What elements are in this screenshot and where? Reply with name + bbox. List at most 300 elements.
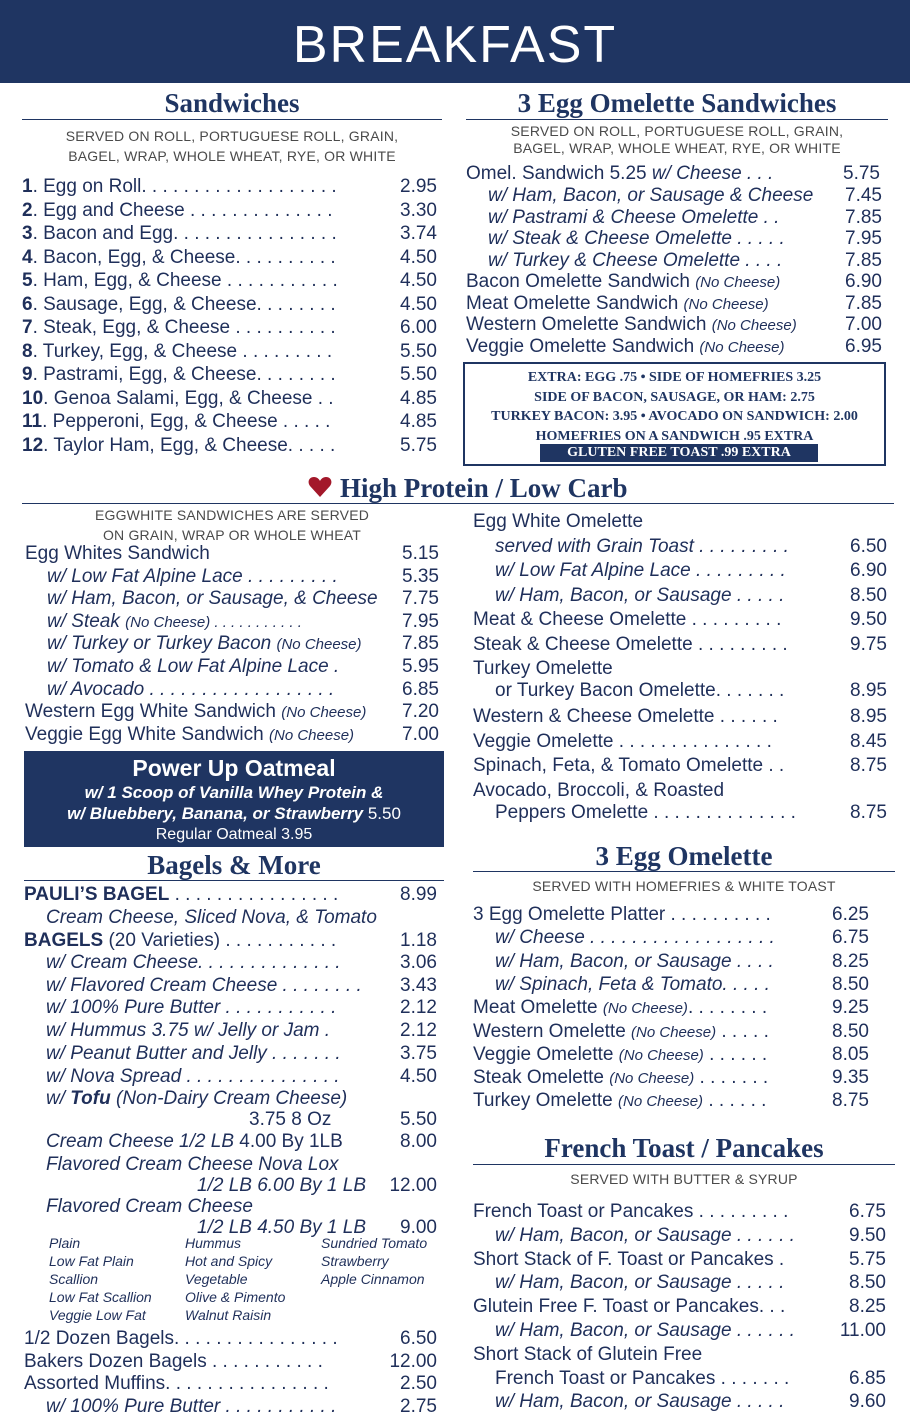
menu-item bbox=[25, 587, 439, 610]
menu-item-price: 6.85 bbox=[402, 678, 439, 700]
menu-item bbox=[24, 1395, 437, 1418]
menu-item-name bbox=[488, 206, 779, 229]
menu-item bbox=[473, 559, 887, 582]
menu-item-text: w/ 100% Pure Butter . . . . . . . . . . . bbox=[46, 997, 337, 1019]
menu-item-text: Assorted Muffins. . . . . . . . . . . . . . . . bbox=[24, 1373, 329, 1394]
menu-item-text: Meat Omelette bbox=[473, 997, 603, 1019]
menu-item-price: 7.20 bbox=[402, 701, 439, 723]
leader-dots: . . . . . . . . . . bbox=[235, 246, 336, 268]
leader-dots: . . . . . . bbox=[703, 1043, 768, 1065]
menu-item-price: 5.50 bbox=[400, 1109, 437, 1130]
menu-item-name bbox=[47, 565, 338, 588]
menu-item-text: Turkey Omelette bbox=[473, 658, 613, 679]
menu-item-name bbox=[473, 1066, 768, 1090]
menu-item-price: 9.00 bbox=[400, 1217, 437, 1238]
menu-item-price: 12.00 bbox=[389, 1350, 437, 1372]
french-toast-title: French Toast / Pancakes bbox=[544, 1133, 824, 1163]
menu-item-text: Peppers Omelette . . . . . . . . . . . . . . bbox=[495, 802, 796, 823]
menu-item-text: . Bacon, Egg, & Cheese bbox=[32, 246, 236, 268]
menu-item bbox=[25, 542, 439, 565]
menu-item bbox=[473, 510, 887, 533]
menu-item-name bbox=[25, 723, 354, 747]
menu-item-price: 4.50 bbox=[400, 1065, 437, 1087]
menu-item-omelette-sandwich: Omel. Sandwich 5.25 w/ Cheese . . . bbox=[466, 163, 774, 184]
menu-item-name bbox=[24, 1327, 338, 1350]
menu-item-name bbox=[473, 903, 771, 926]
menu-item-price: 5.75 bbox=[400, 434, 437, 456]
menu-item bbox=[473, 1066, 869, 1089]
menu-item bbox=[466, 249, 882, 271]
menu-item-text: Western Omelette bbox=[473, 1020, 632, 1042]
menu-item-name bbox=[473, 510, 643, 533]
menu-item-name bbox=[473, 1295, 785, 1318]
menu-item-name bbox=[473, 730, 772, 753]
menu-item-text: Steak Omelette bbox=[473, 1067, 610, 1089]
menu-item-price: 3.30 bbox=[400, 199, 437, 221]
menu-item-name bbox=[473, 1248, 784, 1271]
menu-item bbox=[466, 335, 882, 357]
bagel-variety: Veggie Low Fat bbox=[49, 1307, 146, 1323]
menu-item bbox=[25, 678, 439, 701]
menu-item-price: 3.06 bbox=[400, 952, 437, 973]
menu-item-name bbox=[47, 655, 339, 678]
menu-item-price: 9.60 bbox=[849, 1391, 886, 1413]
menu-item-name bbox=[22, 363, 336, 386]
leader-dots: . . . . . . . . . . bbox=[230, 317, 336, 338]
bagel-variety: Strawberry bbox=[321, 1253, 389, 1269]
menu-item-name bbox=[47, 587, 378, 610]
menu-item bbox=[466, 313, 882, 335]
divider bbox=[466, 119, 888, 120]
menu-item-text: w/ Ham, Bacon, or Sausage & Cheese bbox=[488, 185, 814, 206]
menu-item-name bbox=[25, 700, 366, 724]
menu-item-name bbox=[22, 269, 338, 292]
menu-item-name bbox=[495, 1271, 784, 1294]
menu-item-name bbox=[466, 292, 769, 316]
menu-item bbox=[46, 996, 437, 1019]
item-number: 8 bbox=[22, 340, 33, 362]
omelette-subtitle: SERVED WITH HOMEFRIES & WHITE TOAST bbox=[532, 878, 836, 894]
gluten-free-toast-badge: GLUTEN FREE TOAST .99 EXTRA bbox=[540, 444, 818, 462]
menu-item-text: w/ Tomato & Low Fat Alpine Lace . bbox=[47, 656, 340, 677]
high-protein-subtitle-2: ON GRAIN, WRAP OR WHOLE WHEAT bbox=[102, 527, 362, 543]
menu-item-price: 8.45 bbox=[850, 731, 887, 752]
bagel-varieties-col2 bbox=[185, 1234, 285, 1324]
menu-item-text: w/ Turkey or Turkey Bacon bbox=[47, 633, 277, 655]
leader-dots: . . . . . . bbox=[703, 1090, 767, 1112]
menu-item-name bbox=[22, 222, 337, 245]
menu-item-note: (No Cheese) bbox=[711, 317, 797, 334]
menu-item-price: 4.85 bbox=[400, 411, 437, 432]
menu-item-price: 7.45 bbox=[845, 185, 882, 206]
menu-item-name bbox=[47, 610, 302, 634]
menu-item-text: . Ham, Egg, & Cheese bbox=[32, 270, 222, 291]
bagel-varieties-col1 bbox=[49, 1234, 152, 1324]
leader-dots: . . bbox=[312, 387, 334, 409]
menu-item-text: w/ 100% Pure Butter . . . . . . . . . . . bbox=[46, 1395, 337, 1417]
menu-item-text: w/ Low Fat Alpine Lace . . . . . . . . . bbox=[47, 565, 338, 587]
menu-item-price: 6.75 bbox=[849, 1201, 886, 1222]
leader-dots: . . . . . . . . bbox=[256, 293, 336, 315]
menu-item-bagels: BAGELS (20 Varieties) . . . . . . . . . . . bbox=[24, 930, 337, 951]
menu-item-note: (No Cheese) bbox=[683, 295, 769, 313]
menu-item-name bbox=[473, 996, 767, 1020]
menu-item-name bbox=[22, 293, 336, 316]
menu-item-price: 6.95 bbox=[845, 335, 882, 357]
menu-item-price: 4.50 bbox=[400, 293, 437, 315]
bagel-variety: Plain bbox=[49, 1235, 81, 1251]
menu-item-name bbox=[473, 1343, 702, 1366]
menu-item-price: 7.00 bbox=[845, 314, 882, 335]
menu-item-text: . Taylor Ham, Egg, & Cheese bbox=[43, 434, 288, 456]
menu-item-text: . Pepperoni, Egg, & Cheese bbox=[42, 411, 278, 432]
menu-item-text: Veggie Omelette bbox=[473, 1043, 619, 1065]
menu-item bbox=[473, 1390, 886, 1413]
menu-item-name bbox=[473, 633, 788, 656]
menu-item bbox=[473, 801, 887, 824]
leader-dots: . . . . . . . . bbox=[687, 997, 768, 1019]
menu-item-price: 5.35 bbox=[402, 565, 439, 587]
item-number: 4 bbox=[22, 246, 33, 268]
menu-item bbox=[473, 996, 869, 1019]
menu-item-price: 7.95 bbox=[845, 228, 882, 249]
menu-item bbox=[473, 1043, 869, 1066]
menu-item-name bbox=[473, 1200, 788, 1223]
menu-item-price: 8.50 bbox=[849, 1272, 886, 1294]
paulis-bagel-description: Cream Cheese, Sliced Nova, & Tomato bbox=[46, 907, 377, 928]
menu-item-name bbox=[495, 1319, 795, 1342]
menu-item-price: 5.95 bbox=[402, 656, 439, 677]
flavored-cc-sizes: 1/2 LB 4.50 By 1 LB bbox=[197, 1217, 367, 1238]
menu-item bbox=[473, 730, 887, 753]
menu-item-text: w/ Turkey & Cheese Omelette . . . . bbox=[488, 249, 783, 271]
menu-item-text: Western Egg White Sandwich bbox=[25, 701, 282, 723]
menu-item-text: w/ Low Fat Alpine Lace . . . . . . . . . bbox=[495, 560, 786, 581]
menu-item bbox=[22, 222, 437, 245]
menu-item-price: 1.18 bbox=[400, 930, 437, 951]
menu-item-note: (No Cheese) bbox=[281, 704, 367, 722]
menu-item-price: 7.85 bbox=[845, 206, 882, 228]
flavored-nova-sizes: 1/2 LB 6.00 By 1 LB bbox=[197, 1175, 367, 1196]
menu-item-price: 8.05 bbox=[832, 1043, 869, 1065]
menu-item bbox=[473, 973, 869, 996]
menu-item bbox=[466, 184, 882, 206]
menu-item-text: Steak & Cheese Omelette . . . . . . . . . bbox=[473, 634, 788, 655]
menu-item bbox=[22, 293, 437, 316]
menu-item-name bbox=[46, 1042, 341, 1065]
menu-item-price: 11.00 bbox=[839, 1320, 886, 1341]
menu-item-name bbox=[22, 410, 330, 433]
divider bbox=[24, 880, 444, 881]
omelette-sandwiches-subtitle-1: SERVED ON ROLL, PORTUGUESE ROLL, GRAIN, bbox=[510, 123, 844, 139]
menu-item-text: Western & Cheese Omelette . . . . . . bbox=[473, 706, 778, 727]
item-number: 9 bbox=[22, 364, 33, 385]
menu-item-text: or Turkey Bacon Omelette. . . . . . . bbox=[495, 680, 785, 701]
menu-item-name bbox=[25, 542, 210, 565]
menu-item-text: Meat Omelette Sandwich bbox=[466, 292, 684, 314]
menu-item-name bbox=[466, 335, 784, 359]
menu-item-name bbox=[495, 926, 775, 949]
menu-item-price: 6.00 bbox=[400, 317, 437, 338]
menu-item-text: Turkey Omelette bbox=[473, 1090, 619, 1112]
menu-item-text: . Egg on Roll bbox=[32, 176, 142, 197]
oatmeal-price: 5.50 bbox=[363, 804, 401, 823]
menu-item-name bbox=[46, 974, 362, 997]
menu-item-text: w/ Pastrami & Cheese Omelette . . bbox=[488, 206, 780, 228]
menu-item-text: 1/2 Dozen Bagels. . . . . . . . . . . . . . . . bbox=[24, 1328, 338, 1349]
menu-item-cream-cheese: Cream Cheese 1/2 LB 4.00 By 1LB bbox=[46, 1131, 343, 1152]
menu-item bbox=[46, 1019, 437, 1042]
menu-item bbox=[473, 535, 887, 558]
item-number: 3 bbox=[22, 223, 33, 244]
menu-item-name bbox=[495, 679, 784, 702]
menu-item-name bbox=[473, 1043, 767, 1067]
menu-item bbox=[473, 754, 887, 777]
menu-item-text: Spinach, Feta, & Tomato Omelette . . bbox=[473, 755, 785, 776]
menu-item-text: w/ Steak & Cheese Omelette . . . . . bbox=[488, 228, 785, 249]
menu-item bbox=[473, 1295, 886, 1318]
sandwiches-subtitle-2: BAGEL, WRAP, WHOLE WHEAT, RYE, OR WHITE bbox=[68, 148, 396, 164]
menu-item-note: (No Cheese) bbox=[631, 1023, 717, 1041]
menu-item-name bbox=[495, 1390, 784, 1413]
menu-item-price: 3.75 bbox=[400, 1042, 437, 1064]
menu-item bbox=[466, 206, 882, 228]
menu-item-price: 8.25 bbox=[849, 1296, 886, 1318]
menu-item bbox=[22, 269, 437, 292]
menu-item-price: 6.85 bbox=[849, 1367, 886, 1389]
menu-item-text: w/ Ham, Bacon, or Sausage . . . . . bbox=[495, 1272, 785, 1294]
french-toast-subtitle: SERVED WITH BUTTER & SYRUP bbox=[570, 1171, 798, 1187]
menu-item-name bbox=[22, 246, 336, 269]
bagel-variety: Apple Cinnamon bbox=[321, 1271, 425, 1287]
leader-dots: . . . . . . . . . . . . . . . . . . . bbox=[141, 176, 337, 197]
menu-item-text: served with Grain Toast . . . . . . . . . bbox=[495, 536, 789, 557]
bagel-variety: Low Fat Plain bbox=[49, 1253, 134, 1269]
menu-item-price: 6.50 bbox=[850, 536, 887, 557]
omelette-title: 3 Egg Omelette bbox=[595, 841, 773, 871]
menu-item-note: (No Cheese) bbox=[602, 1000, 688, 1018]
menu-item-text: . Turkey, Egg, & Cheese bbox=[32, 340, 238, 362]
menu-item bbox=[25, 632, 439, 655]
menu-item bbox=[25, 565, 439, 588]
sandwiches-subtitle-1: SERVED ON ROLL, PORTUGUESE ROLL, GRAIN, bbox=[65, 128, 399, 144]
menu-item-text: Egg White Omelette bbox=[473, 511, 644, 532]
menu-item-name bbox=[495, 559, 786, 582]
menu-item-price: 8.95 bbox=[850, 706, 887, 727]
menu-item-name bbox=[46, 1395, 336, 1418]
menu-item bbox=[473, 1271, 886, 1294]
menu-item bbox=[22, 387, 437, 410]
menu-item-price: 8.00 bbox=[400, 1131, 437, 1152]
menu-item-price: 4.50 bbox=[400, 270, 437, 291]
menu-item-text: Veggie Egg White Sandwich bbox=[25, 723, 269, 745]
menu-item-price: 8.50 bbox=[832, 973, 869, 995]
menu-item-name bbox=[46, 951, 341, 974]
menu-item-name bbox=[473, 1089, 766, 1113]
menu-item-price: 2.75 bbox=[400, 1395, 437, 1417]
menu-item-name bbox=[22, 434, 335, 457]
menu-item bbox=[24, 1327, 437, 1350]
item-number: 7 bbox=[22, 317, 33, 338]
menu-item bbox=[473, 1224, 886, 1247]
leader-dots: . . . . . bbox=[277, 411, 331, 432]
menu-item-price: 9.50 bbox=[849, 1224, 886, 1246]
omelette-sandwiches-subtitle-2: BAGEL, WRAP, WHOLE WHEAT, RYE, OR WHITE bbox=[513, 140, 841, 156]
menu-item-price: 4.50 bbox=[400, 246, 437, 268]
menu-item-price: 4.85 bbox=[400, 387, 437, 409]
menu-item bbox=[22, 175, 437, 198]
leader-dots: . . . . . . . bbox=[694, 1067, 769, 1089]
menu-item-text: . Egg and Cheese bbox=[32, 199, 185, 221]
divider bbox=[473, 1164, 895, 1165]
menu-item-name bbox=[473, 608, 781, 631]
menu-item-text: French Toast or Pancakes . . . . . . . . . bbox=[473, 1201, 789, 1222]
menu-item-text: w/ Peanut Butter and Jelly . . . . . . . bbox=[46, 1042, 341, 1064]
item-number: 2 bbox=[22, 199, 33, 221]
menu-item-name bbox=[22, 199, 333, 222]
menu-item bbox=[473, 657, 887, 680]
menu-item-flavored-cream-cheese: Flavored Cream Cheese bbox=[46, 1196, 253, 1217]
leader-dots: . . . . . . . . . . . . . . bbox=[184, 199, 333, 221]
leader-dots: . . . . . . . . . bbox=[237, 340, 333, 362]
high-protein-subtitle-1: EGGWHITE SANDWICHES ARE SERVED bbox=[94, 507, 370, 523]
menu-item-price: 2.50 bbox=[400, 1373, 437, 1394]
menu-item-name bbox=[46, 996, 336, 1019]
menu-item-text: Short Stack of Glutein Free bbox=[473, 1343, 703, 1365]
menu-item-text: Short Stack of F. Toast or Pancakes . bbox=[473, 1248, 785, 1270]
menu-item-flavored-nova: Flavored Cream Cheese Nova Lox bbox=[46, 1154, 339, 1175]
menu-item-price: 6.25 bbox=[832, 904, 869, 925]
menu-item-note: (No Cheese) bbox=[609, 1070, 695, 1088]
bagel-variety: Scallion bbox=[49, 1271, 99, 1287]
menu-item-name bbox=[22, 340, 332, 363]
menu-item-note: (No Cheese) bbox=[699, 338, 785, 356]
item-number: 12 bbox=[22, 434, 44, 456]
menu-item-text: Bacon Omelette Sandwich bbox=[466, 271, 696, 292]
menu-item-name bbox=[473, 705, 778, 728]
menu-item-text: w/ Avocado . . . . . . . . . . . . . . . . . . bbox=[47, 678, 335, 700]
menu-item-text: 3 Egg Omelette Platter . . . . . . . . . . bbox=[473, 904, 771, 925]
menu-item bbox=[466, 270, 882, 292]
menu-item bbox=[473, 1343, 886, 1366]
menu-item-price: 6.90 bbox=[845, 271, 882, 292]
menu-item-name bbox=[488, 249, 782, 272]
menu-item-text: w/ Steak bbox=[47, 610, 126, 632]
menu-item-price: 2.95 bbox=[400, 176, 437, 197]
menu-item bbox=[22, 410, 437, 433]
menu-item bbox=[25, 700, 439, 723]
oatmeal-line-2: w/ Bluebbery, Banana, or Strawberry bbox=[67, 804, 364, 823]
extras-text: EXTRA: EGG .75 • SIDE OF HOMEFRIES 3.25 SIDE OF BACON, SAUSAGE, OR HAM: 2.75 TURKEY BACON: 3.95 • AVOCADO ON SANDWICH: 2.00 HOMEFRIES ON A SANDWICH .95 EXTRA bbox=[491, 370, 858, 444]
menu-item-tofu: w/ Tofu (Non-Dairy Cream Cheese) bbox=[46, 1088, 348, 1109]
menu-item bbox=[473, 1248, 886, 1271]
menu-item-price: 7.85 bbox=[402, 633, 439, 655]
menu-item-name bbox=[495, 973, 770, 996]
menu-item-price: 8.95 bbox=[850, 680, 887, 701]
menu-item bbox=[466, 227, 882, 249]
menu-item-price: 2.12 bbox=[400, 997, 437, 1019]
menu-item-name bbox=[22, 316, 336, 339]
menu-item-text: . Pastrami, Egg, & Cheese bbox=[32, 364, 257, 385]
bagel-variety: Vegetable bbox=[185, 1271, 248, 1287]
menu-item-text: Glutein Free F. Toast or Pancakes. . . bbox=[473, 1296, 786, 1318]
menu-item-text: w/ Ham, Bacon, or Sausage . . . . . . bbox=[495, 1224, 795, 1246]
menu-item bbox=[46, 1042, 437, 1065]
menu-item-price: 5.50 bbox=[400, 364, 437, 385]
menu-item-text: Meat & Cheese Omelette . . . . . . . . . bbox=[473, 609, 782, 630]
leader-dots: . . . . . . . . bbox=[256, 364, 336, 385]
menu-item-text: w/ Cream Cheese. . . . . . . . . . . . . . bbox=[46, 952, 341, 973]
menu-item-text: w/ Ham, Bacon, or Sausage . . . . . bbox=[495, 1391, 785, 1413]
menu-item bbox=[22, 199, 437, 222]
menu-item-text: Avocado, Broccoli, & Roasted bbox=[473, 780, 725, 801]
menu-item-note: (No Cheese) . . . . . . . . . . . bbox=[125, 613, 302, 631]
sandwiches-title: Sandwiches bbox=[164, 88, 300, 118]
leader-dots: . . . . . bbox=[716, 1020, 769, 1042]
menu-item-text: Egg Whites Sandwich bbox=[25, 543, 210, 564]
menu-item-price: 9.25 bbox=[832, 997, 869, 1019]
menu-item-name bbox=[495, 950, 774, 973]
regular-oatmeal: Regular Oatmeal 3.95 bbox=[155, 826, 313, 843]
menu-item-price: 7.85 bbox=[845, 292, 882, 314]
menu-item bbox=[473, 633, 887, 656]
menu-item-text: w/ Ham, Bacon, or Sausage . . . . bbox=[495, 950, 774, 972]
menu-item-price: 9.50 bbox=[850, 609, 887, 630]
menu-item-text: Western Omelette Sandwich bbox=[466, 314, 712, 335]
bagel-variety: Olive & Pimento bbox=[185, 1289, 286, 1305]
menu-item-price: 5.75 bbox=[849, 1248, 886, 1270]
menu-item-price: 3.74 bbox=[400, 223, 437, 244]
menu-item-text: French Toast or Pancakes . . . . . . . bbox=[495, 1367, 790, 1389]
heart-icon bbox=[308, 476, 332, 498]
menu-item-text: . Bacon and Egg bbox=[32, 223, 174, 244]
menu-item bbox=[46, 1065, 437, 1088]
menu-item-name bbox=[495, 584, 784, 607]
oatmeal-title: Power Up Oatmeal bbox=[132, 755, 336, 781]
menu-item-price: 5.75 bbox=[843, 163, 880, 184]
bagel-varieties-col3 bbox=[321, 1234, 427, 1288]
menu-item bbox=[22, 340, 437, 363]
menu-item-name bbox=[488, 227, 785, 250]
menu-item bbox=[473, 679, 887, 702]
menu-item bbox=[473, 1020, 869, 1043]
menu-item-paulis-bagel: PAULI’S BAGEL . . . . . . . . . . . . . . . . bbox=[24, 884, 339, 905]
menu-item bbox=[473, 1367, 886, 1390]
menu-item-name bbox=[495, 535, 789, 558]
menu-item-note: (No Cheese) bbox=[618, 1046, 704, 1064]
menu-item-name bbox=[473, 1020, 769, 1044]
menu-item-note: (No Cheese) bbox=[618, 1093, 704, 1111]
menu-item-text: Bakers Dozen Bagels . . . . . . . . . . . bbox=[24, 1350, 323, 1372]
menu-item bbox=[24, 1350, 437, 1373]
divider bbox=[473, 871, 895, 872]
menu-item-price: 8.50 bbox=[850, 585, 887, 606]
menu-item-text: w/ Ham, Bacon, or Sausage . . . . . bbox=[495, 585, 785, 606]
menu-item-text: w/ Spinach, Feta & Tomato. . . . . bbox=[495, 973, 770, 995]
menu-item bbox=[473, 779, 887, 802]
menu-item-price: 2.12 bbox=[400, 1020, 437, 1042]
menu-item-name bbox=[46, 1019, 330, 1042]
menu-item-note: (No Cheese) bbox=[276, 636, 362, 654]
menu-item bbox=[473, 705, 887, 728]
divider bbox=[22, 503, 894, 504]
menu-item-price: 8.50 bbox=[832, 1020, 869, 1042]
menu-item bbox=[22, 363, 437, 386]
menu-item-name bbox=[466, 313, 797, 337]
menu-item-name bbox=[495, 801, 796, 824]
menu-item-text: w/ Ham, Bacon, or Sausage, & Cheese bbox=[47, 588, 378, 610]
menu-item-price: 7.95 bbox=[402, 610, 439, 632]
